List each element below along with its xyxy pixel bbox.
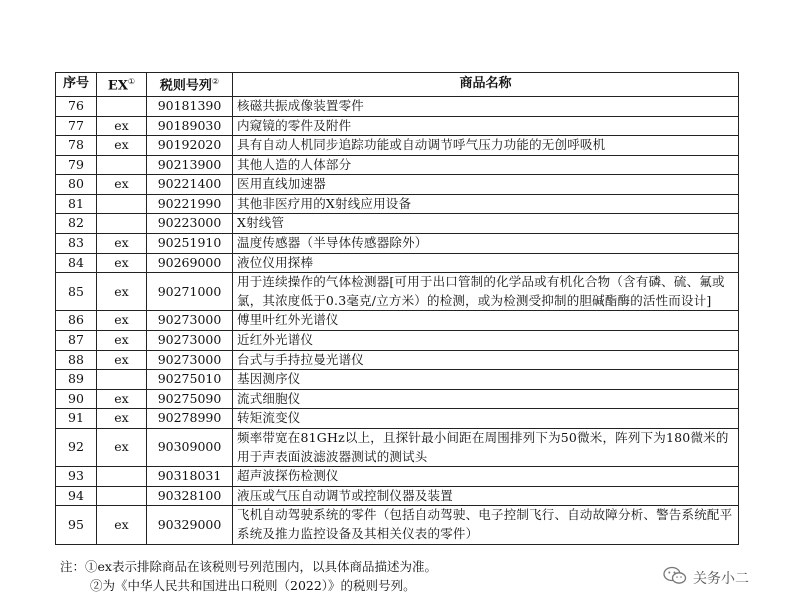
cell-tariff-code: 90275090	[147, 389, 233, 409]
cell-tariff-code: 90309000	[147, 429, 233, 467]
cell-serial-no: 80	[56, 175, 97, 195]
cell-ex: ex	[97, 116, 147, 136]
table-row	[56, 467, 739, 487]
cell-ex	[97, 96, 147, 116]
table-row	[56, 273, 739, 311]
table-row	[56, 234, 739, 254]
cell-serial-no: 94	[56, 486, 97, 506]
cell-product-name: 流式细胞仪	[233, 389, 739, 409]
cell-ex: ex	[97, 311, 147, 331]
cell-serial-no: 88	[56, 350, 97, 370]
tariff-table	[55, 72, 739, 545]
header-serial-no: 序号	[56, 73, 97, 97]
cell-product-name: 近红外光谱仪	[233, 331, 739, 351]
cell-ex: ex	[97, 350, 147, 370]
cell-tariff-code: 90271000	[147, 273, 233, 311]
cell-product-name: 其他人造的人体部分	[233, 155, 739, 175]
cell-product-name: 台式与手持拉曼光谱仪	[233, 350, 739, 370]
cell-tariff-code: 90273000	[147, 350, 233, 370]
cell-tariff-code: 90223000	[147, 214, 233, 234]
cell-product-name: 核磁共振成像装置零件	[233, 96, 739, 116]
cell-tariff-code: 90329000	[147, 506, 233, 544]
cell-product-name: 液压或气压自动调节或控制仪器及装置	[233, 486, 739, 506]
table-row	[56, 370, 739, 390]
cell-serial-no: 77	[56, 116, 97, 136]
cell-tariff-code: 90221990	[147, 194, 233, 214]
cell-tariff-code: 90275010	[147, 370, 233, 390]
footnote-mark-2: ②	[211, 77, 220, 86]
cell-serial-no: 95	[56, 506, 97, 544]
table-row	[56, 506, 739, 544]
table-row	[56, 331, 739, 351]
cell-product-name: 医用直线加速器	[233, 175, 739, 195]
cell-serial-no: 92	[56, 429, 97, 467]
table-row	[56, 311, 739, 331]
table-row	[56, 486, 739, 506]
table-row	[56, 194, 739, 214]
cell-serial-no: 78	[56, 136, 97, 156]
table-row	[56, 96, 739, 116]
cell-tariff-code: 90221400	[147, 175, 233, 195]
cell-product-name: 用于连续操作的气体检测器[可用于出口管制的化学品或有机化合物（含有磷、硫、氟或氯，其浓度低于0.3毫克/立方米）的检测，或为检测受抑制的胆碱酯酶的活性而设计]	[233, 273, 739, 311]
cell-product-name: 基因测序仪	[233, 370, 739, 390]
table-row	[56, 350, 739, 370]
cell-serial-no: 79	[56, 155, 97, 175]
cell-ex	[97, 194, 147, 214]
table-row	[56, 429, 739, 467]
cell-ex	[97, 214, 147, 234]
header-ex: EX①	[97, 73, 147, 97]
cell-serial-no: 91	[56, 409, 97, 429]
cell-ex	[97, 467, 147, 487]
cell-ex: ex	[97, 506, 147, 544]
header-tariff-code: 税则号列②	[147, 73, 233, 97]
table-row	[56, 389, 739, 409]
cell-product-name: 飞机自动驾驶系统的零件（包括自动驾驶、电子控制飞行、自动故障分析、警告系统配平系统及推力监控设备及其相关仪表的零件）	[233, 506, 739, 544]
cell-product-name: 具有自动人机同步追踪功能或自动调节呼气压力功能的无创呼吸机	[233, 136, 739, 156]
cell-tariff-code: 90328100	[147, 486, 233, 506]
cell-product-name: 超声波探伤检测仪	[233, 467, 739, 487]
footnote-mark-1: ①	[127, 77, 136, 86]
cell-ex: ex	[97, 409, 147, 429]
watermark	[663, 566, 749, 590]
footnote-1: 注：①ex表示排除商品在该税则号列范围内，以具体商品描述为准。	[60, 559, 437, 574]
cell-ex: ex	[97, 331, 147, 351]
cell-tariff-code: 90189030	[147, 116, 233, 136]
table-row	[56, 116, 739, 136]
cell-product-name: 转矩流变仪	[233, 409, 739, 429]
footnote-2: ②为《中华人民共和国进出口税则（2022）》的税则号列。	[90, 578, 416, 593]
cell-serial-no: 76	[56, 96, 97, 116]
cell-serial-no: 89	[56, 370, 97, 390]
cell-ex	[97, 370, 147, 390]
header-product-name: 商品名称	[233, 73, 739, 97]
table-row	[56, 409, 739, 429]
cell-tariff-code: 90251910	[147, 234, 233, 254]
cell-ex	[97, 155, 147, 175]
table-header-row	[56, 73, 739, 97]
cell-tariff-code: 90273000	[147, 331, 233, 351]
cell-ex: ex	[97, 175, 147, 195]
cell-serial-no: 86	[56, 311, 97, 331]
cell-serial-no: 87	[56, 331, 97, 351]
cell-ex: ex	[97, 389, 147, 409]
table-row	[56, 175, 739, 195]
cell-tariff-code: 90181390	[147, 96, 233, 116]
cell-product-name: X射线管	[233, 214, 739, 234]
table-row	[56, 214, 739, 234]
cell-serial-no: 93	[56, 467, 97, 487]
table-row	[56, 136, 739, 156]
footnotes	[60, 557, 437, 595]
cell-ex	[97, 486, 147, 506]
cell-tariff-code: 90213900	[147, 155, 233, 175]
cell-ex: ex	[97, 136, 147, 156]
cell-ex: ex	[97, 253, 147, 273]
cell-serial-no: 84	[56, 253, 97, 273]
cell-serial-no: 81	[56, 194, 97, 214]
cell-product-name: 其他非医疗用的X射线应用设备	[233, 194, 739, 214]
table-row	[56, 253, 739, 273]
cell-serial-no: 85	[56, 273, 97, 311]
cell-product-name: 温度传感器（半导体传感器除外）	[233, 234, 739, 254]
cell-ex: ex	[97, 273, 147, 311]
cell-ex: ex	[97, 234, 147, 254]
cell-tariff-code: 90269000	[147, 253, 233, 273]
cell-serial-no: 90	[56, 389, 97, 409]
watermark-text: 关务小二	[693, 571, 749, 587]
cell-tariff-code: 90278990	[147, 409, 233, 429]
cell-product-name: 傅里叶红外光谱仪	[233, 311, 739, 331]
cell-tariff-code: 90192020	[147, 136, 233, 156]
cell-serial-no: 83	[56, 234, 97, 254]
table-row	[56, 155, 739, 175]
cell-product-name: 内窥镜的零件及附件	[233, 116, 739, 136]
cell-tariff-code: 90273000	[147, 311, 233, 331]
cell-serial-no: 82	[56, 214, 97, 234]
cell-product-name: 频率带宽在81GHz以上，且探针最小间距在周围排列下为50微米，阵列下为180微米的用于声表面波滤波器测试的测试头	[233, 429, 739, 467]
cell-ex: ex	[97, 429, 147, 467]
wechat-icon	[663, 566, 687, 590]
cell-tariff-code: 90318031	[147, 467, 233, 487]
cell-product-name: 液位仪用探棒	[233, 253, 739, 273]
